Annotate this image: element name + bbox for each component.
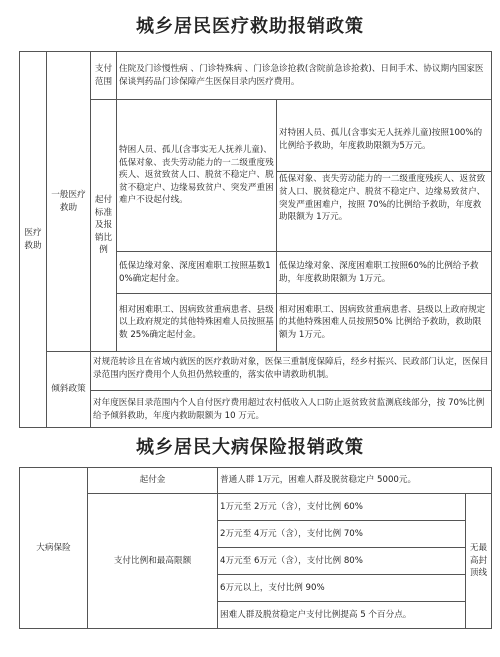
ratio-tier-2-text: 2万元至 4万元（含），支付比例 70% bbox=[220, 528, 363, 539]
deductible-label: 起付金 bbox=[139, 475, 166, 486]
ratio-tier-5-text: 困难人群及脱贫稳定户支付比例提高 5 个百分点。 bbox=[220, 609, 412, 620]
ratio-label-cell bbox=[88, 494, 218, 629]
ratio-row-1a bbox=[277, 126, 491, 172]
threshold-row-1-right bbox=[277, 100, 492, 252]
category-cell bbox=[20, 52, 47, 428]
ratio-tier-2 bbox=[218, 521, 466, 548]
ratio-tier-3 bbox=[218, 548, 466, 575]
ratio-tier-1 bbox=[218, 494, 466, 521]
tilt-row-2-text: 对年度医保目录范围内个人自付医疗费用超过农村低收入人口防止返贫致贫监测底线部分，按 70%比例给予倾斜救助，年度内救助限额为 10 万元。 bbox=[93, 398, 485, 421]
ratio-row-1b bbox=[277, 172, 491, 224]
threshold-row-3-left bbox=[117, 294, 277, 352]
cap-text: 无最高封顶线 bbox=[469, 543, 488, 579]
critical-illness-category: 大病保险 bbox=[36, 542, 71, 553]
threshold-row-1-text: 特困人员、孤儿(含事实无人抚养儿童)、低保对象、丧失劳动能力的一二级重度残疾人、返贫致贫人口、脱贫不稳定户、脱贫不稳定户、边缘易致贫户、突发严重困难户不设起付线。 bbox=[119, 145, 274, 206]
tilt-row-2 bbox=[91, 391, 491, 423]
medical-assistance-title: 城乡居民医疗救助报销政策 bbox=[136, 16, 364, 37]
threshold-row-2-right bbox=[277, 252, 492, 294]
threshold-row-3-text: 相对困难职工、因病致贫重病患者、县级以上政府规定的其他特殊困难人员按照基数 25%确定起付金。 bbox=[119, 304, 274, 340]
tilt-row-1 bbox=[91, 355, 491, 391]
scope-label-cell bbox=[91, 52, 117, 100]
critical-illness-title: 城乡居民大病保险报销政策 bbox=[136, 437, 364, 458]
tilt-policy-text-cell bbox=[91, 352, 492, 428]
tilt-policy-cell bbox=[47, 352, 91, 428]
ratio-tier-1-text: 1万元至 2万元（含），支付比例 60% bbox=[220, 501, 363, 512]
threshold-row-1-left bbox=[117, 100, 277, 252]
ratio-row-2-text: 低保边缘对象、深度困难职工按照60%的比例给予救助，年度救助限额为 1万元。 bbox=[279, 260, 479, 284]
critical-illness-table bbox=[19, 467, 492, 629]
ratio-row-1a-text: 对特困人员、孤儿(含事实无人抚养儿童)按照100%的比例给予救助，年度救助限额为5万元。 bbox=[279, 128, 483, 151]
cap-cell bbox=[466, 494, 492, 629]
ratio-tier-4 bbox=[218, 575, 466, 602]
ratio-tier-3-text: 4万元至 6万元（含），支付比例 80% bbox=[220, 555, 363, 566]
threshold-row-3-right bbox=[277, 294, 492, 352]
deductible-label-cell bbox=[88, 468, 218, 494]
scope-label: 支付范围 bbox=[94, 63, 113, 87]
threshold-row-2-text: 低保边缘对象、深度困难职工按照基数10%确定起付金。 bbox=[119, 260, 271, 284]
tilt-row-1-text: 对规范转诊且在省域内就医的医疗救助对象，医保三重制度保障后，经乡村振兴、民政部门认定，医保目录范围内医疗费用个人负担仍然较重的，落实依申请救助机制。 bbox=[93, 357, 489, 380]
category-label: 医疗救助 bbox=[24, 228, 42, 251]
tilt-policy-label: 倾斜政策 bbox=[51, 384, 86, 395]
ratio-label: 支付比例和最高限额 bbox=[113, 555, 192, 566]
general-assistance-label: 一般医疗救助 bbox=[51, 189, 86, 213]
critical-illness-category-cell bbox=[20, 468, 88, 629]
deductible-text-cell bbox=[218, 468, 492, 494]
threshold-label-cell bbox=[91, 100, 117, 352]
ratio-row-1b-text: 低保对象、丧失劳动能力的一二级重度残疾人、返贫致贫人口、脱贫稳定户、脱贫不稳定户、边缘易致贫户、突发严重困难户，按照 70%的比例给予救助，年度救助限额为 1万元。 bbox=[279, 174, 486, 223]
ratio-row-3-text: 相对困难职工、因病致贫重病患者、县级以上政府规定的其他特殊困难人员按照50% 比例给予救助，救助限额为 1万元。 bbox=[279, 304, 486, 340]
threshold-label: 起付标准及报销比例 bbox=[94, 195, 113, 256]
general-assistance-cell bbox=[47, 52, 91, 352]
ratio-tier-5 bbox=[218, 602, 466, 629]
scope-text-cell bbox=[117, 52, 492, 100]
deductible-text: 普通人群 1万元，困难人群及脱贫稳定户 5000元。 bbox=[220, 475, 417, 486]
medical-assistance-table bbox=[19, 51, 492, 428]
threshold-row-2-left bbox=[117, 252, 277, 294]
ratio-tier-4-text: 6万元以上，支付比例 90% bbox=[220, 582, 325, 593]
scope-text: 住院及门诊慢性病 、门诊特殊病 、门诊急诊抢救(含院前急诊抢救)、日间手术、协议期内国家医保谈判药品门诊保障产生医保目录内医疗费用。 bbox=[119, 63, 484, 87]
